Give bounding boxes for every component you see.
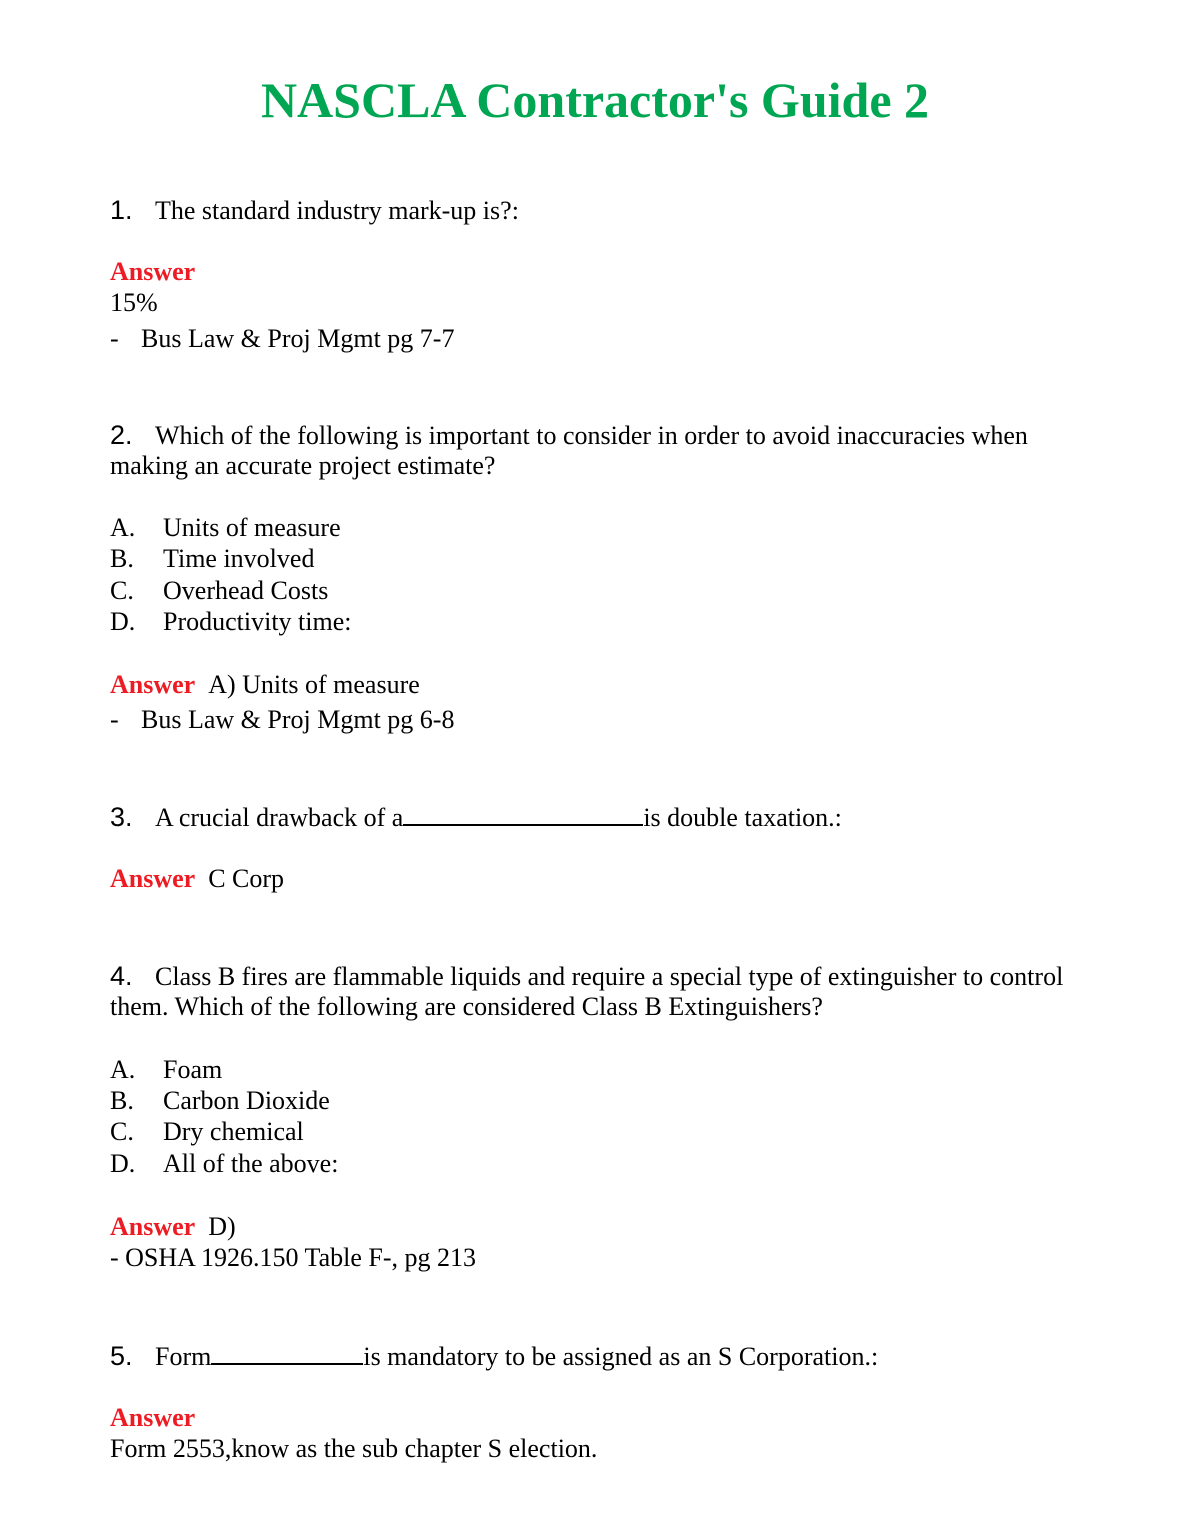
reference-text: Bus Law & Proj Mgmt pg 6-8 bbox=[141, 705, 455, 734]
question-1 bbox=[110, 195, 519, 226]
answer-text: D) bbox=[208, 1212, 236, 1241]
question-text-before: A crucial drawback of a bbox=[155, 803, 404, 832]
question-number: 2. bbox=[110, 420, 133, 450]
question-text-after: is mandatory to be assigned as an S Corporation.: bbox=[363, 1342, 879, 1371]
option-text: Dry chemical bbox=[163, 1117, 304, 1146]
option-b bbox=[110, 544, 314, 574]
question-2 bbox=[110, 420, 1028, 451]
question-5 bbox=[110, 1341, 878, 1372]
option-text: Productivity time: bbox=[163, 607, 352, 636]
question-number: 5. bbox=[110, 1341, 133, 1371]
answer-text: Form 2553,know as the sub chapter S election. bbox=[110, 1434, 598, 1463]
fill-in-blank bbox=[403, 802, 643, 826]
question-text-continued: making an accurate project estimate? bbox=[110, 451, 496, 480]
answer-label: Answer bbox=[110, 864, 196, 893]
answer-label: Answer bbox=[110, 1403, 196, 1432]
question-number: 4. bbox=[110, 961, 133, 991]
option-letter: C. bbox=[110, 576, 134, 605]
question-text-continued: them. Which of the following are considered Class B Extinguishers? bbox=[110, 992, 823, 1021]
question-text: Which of the following is important to consider in order to avoid inaccuracies when bbox=[155, 421, 1028, 450]
answer-label: Answer bbox=[110, 1212, 196, 1241]
option-letter: D. bbox=[110, 1149, 136, 1178]
option-letter: D. bbox=[110, 607, 136, 636]
answer-text: A) Units of measure bbox=[208, 670, 420, 699]
question-number: 1. bbox=[110, 195, 133, 225]
option-letter: B. bbox=[110, 1086, 134, 1115]
option-text: Foam bbox=[163, 1055, 223, 1084]
option-text: All of the above: bbox=[163, 1149, 339, 1178]
dash-bullet: - bbox=[110, 705, 119, 734]
page-title: NASCLA Contractor's Guide 2 bbox=[260, 72, 930, 128]
option-text: Units of measure bbox=[163, 513, 341, 542]
option-letter: C. bbox=[110, 1117, 134, 1146]
question-text-before: Form bbox=[155, 1342, 212, 1371]
question-number: 3. bbox=[110, 802, 133, 832]
option-letter: B. bbox=[110, 544, 134, 573]
question-text-after: is double taxation.: bbox=[643, 803, 842, 832]
answer-label: Answer bbox=[110, 670, 196, 699]
answer-line bbox=[110, 864, 284, 894]
option-d bbox=[110, 607, 352, 637]
answer-label: Answer bbox=[110, 257, 196, 286]
question-text: Class B fires are flammable liquids and require a special type of extinguisher to control bbox=[155, 962, 1064, 991]
option-a bbox=[110, 513, 341, 543]
answer-text: C Corp bbox=[208, 864, 285, 893]
question-text: The standard industry mark-up is?: bbox=[155, 196, 519, 225]
option-text: Time involved bbox=[163, 544, 315, 573]
reference-text: - OSHA 1926.150 Table F-, pg 213 bbox=[110, 1243, 477, 1272]
answer-line bbox=[110, 1212, 236, 1242]
option-c bbox=[110, 576, 328, 606]
question-3 bbox=[110, 802, 842, 833]
reference-line bbox=[110, 324, 454, 354]
option-text: Overhead Costs bbox=[163, 576, 329, 605]
answer-line bbox=[110, 670, 420, 700]
option-a bbox=[110, 1055, 222, 1085]
option-text: Carbon Dioxide bbox=[163, 1086, 330, 1115]
question-4 bbox=[110, 961, 1063, 992]
option-d bbox=[110, 1149, 338, 1179]
reference-text: Bus Law & Proj Mgmt pg 7-7 bbox=[141, 324, 455, 353]
reference-line bbox=[110, 705, 454, 735]
dash-bullet: - bbox=[110, 324, 119, 353]
option-letter: A. bbox=[110, 1055, 136, 1084]
option-c bbox=[110, 1117, 304, 1147]
option-letter: A. bbox=[110, 513, 136, 542]
option-b bbox=[110, 1086, 330, 1116]
answer-text: 15% bbox=[110, 288, 158, 317]
fill-in-blank bbox=[211, 1341, 363, 1365]
